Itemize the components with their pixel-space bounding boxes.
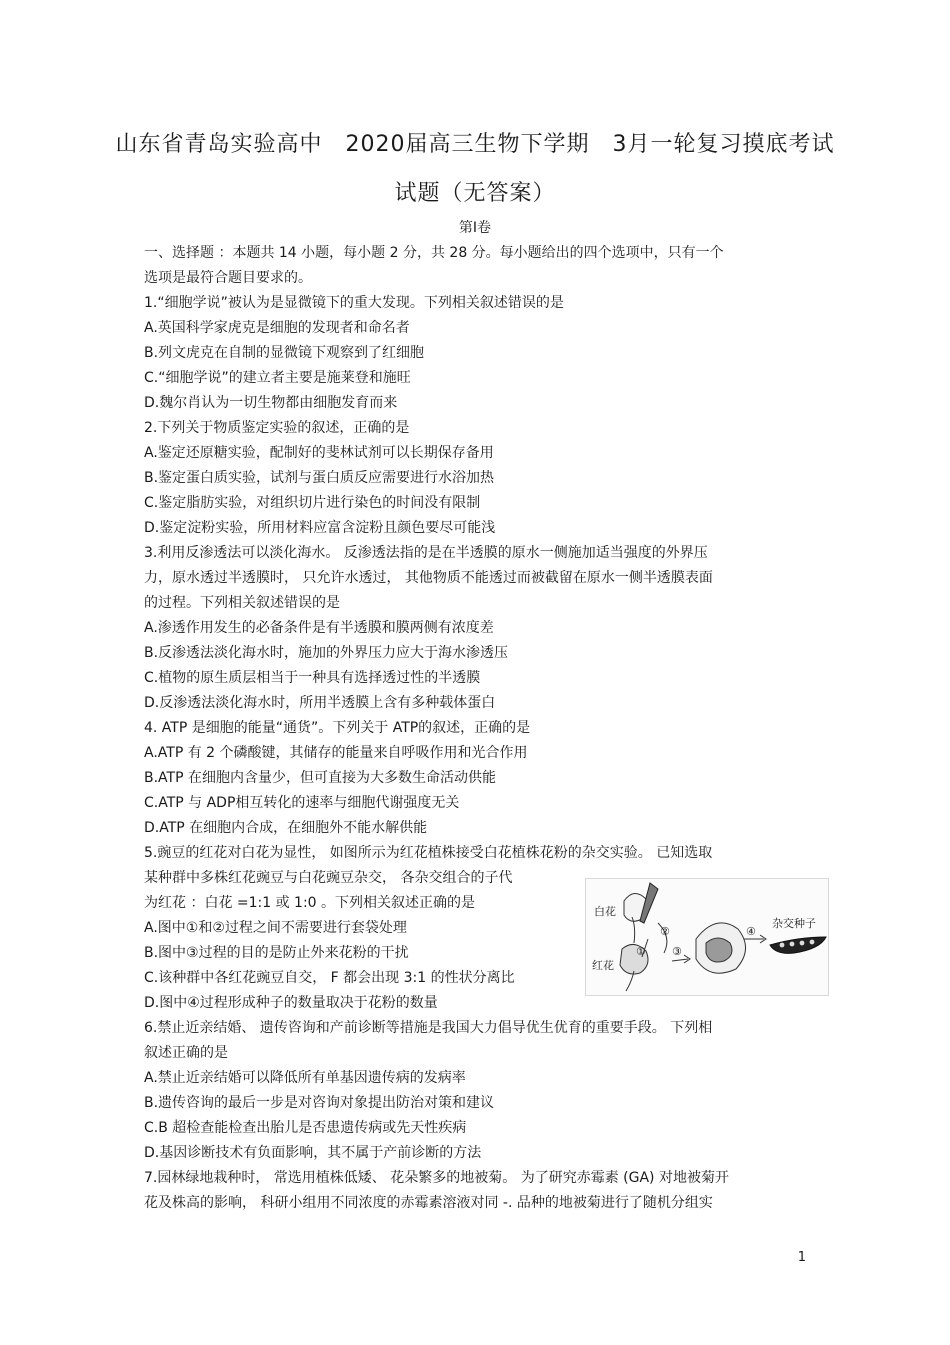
section-label: 第Ⅰ卷 bbox=[458, 220, 492, 236]
page-number: 1 bbox=[797, 1250, 806, 1265]
text-line: 2.下列关于物质鉴定实验的叙述，正确的是 bbox=[144, 420, 410, 436]
text-line: D.图中④过程形成种子的数量取决于花粉的数量 bbox=[144, 995, 438, 1011]
text-line: 7.园林绿地栽种时， 常选用植株低矮、 花朵繁多的地被菊。 为了研究赤霉素 (GA) 对地被菊开 bbox=[144, 1170, 729, 1186]
step-4-label: ④ bbox=[746, 925, 756, 938]
white-flower-icon bbox=[624, 883, 658, 943]
text-line: B.图中③过程的目的是防止外来花粉的干扰 bbox=[144, 945, 409, 961]
text-line: 的过程。下列相关叙述错误的是 bbox=[144, 595, 340, 611]
text-line: 为红花 ：白花 =1:1 或 1:0 。下列相关叙述正确的是 bbox=[144, 895, 476, 911]
document-title-line-2: 试题（无答案） bbox=[394, 181, 556, 206]
text-line: 某种群中多株红花豌豆与白花豌豆杂交， 各杂交组合的子代 bbox=[144, 870, 513, 886]
step-2-label: ② bbox=[660, 925, 670, 938]
text-line: B.ATP 在细胞内含量少，但可直接为大多数生命活动供能 bbox=[144, 770, 496, 786]
text-line: 花及株高的影响， 科研小组用不同浓度的赤霉素溶液对同 -. 品种的地被菊进行了随机分组实 bbox=[144, 1195, 713, 1211]
step-1-label: ① bbox=[636, 945, 646, 958]
red-flower-label: 红花 bbox=[592, 959, 614, 972]
text-line: 4. ATP 是细胞的能量“通货”。下列关于 ATP的叙述，正确的是 bbox=[144, 720, 531, 736]
text-line: A.图中①和②过程之间不需要进行套袋处理 bbox=[144, 920, 407, 936]
text-line: 叙述正确的是 bbox=[144, 1045, 228, 1061]
text-line: 选项是最符合题目要求的。 bbox=[144, 270, 312, 286]
text-line: A.禁止近亲结婚可以降低所有单基因遗传病的发病率 bbox=[144, 1070, 466, 1086]
text-line: 5.豌豆的红花对白花为显性， 如图所示为红花植株接受白花植株花粉的杂交实验。 已知选取 bbox=[144, 845, 713, 861]
pollinated-flower-icon bbox=[696, 923, 746, 973]
text-line: D.基因诊断技术有负面影响，其不属于产前诊断的方法 bbox=[144, 1145, 482, 1161]
text-line: D.魏尔肖认为一切生物都由细胞发育而来 bbox=[144, 395, 398, 411]
text-line: 1.“细胞学说”被认为是显微镜下的重大发现。下列相关叙述错误的是 bbox=[144, 295, 564, 311]
text-line: A.ATP 有 2 个磷酸键，其储存的能量来自呼吸作用和光合作用 bbox=[144, 745, 528, 761]
document-body bbox=[144, 241, 814, 1216]
step-3-label: ③ bbox=[672, 945, 682, 958]
text-line: C.B 超检查能检查出胎儿是否患遗传病或先天性疾病 bbox=[144, 1120, 467, 1136]
text-line: D.ATP 在细胞内合成，在细胞外不能水解供能 bbox=[144, 820, 428, 836]
text-line: 力，原水透过半透膜时， 只允许水透过， 其他物质不能透过而被截留在原水一侧半透膜表面 bbox=[144, 570, 713, 586]
white-flower-label: 白花 bbox=[594, 905, 616, 918]
text-line: A.鉴定还原糖实验，配制好的斐林试剂可以长期保存备用 bbox=[144, 445, 494, 461]
hybrid-seed-label: 杂交种子 bbox=[772, 917, 816, 930]
text-line: C.ATP 与 ADP相互转化的速率与细胞代谢强度无关 bbox=[144, 795, 460, 811]
text-line: A.英国科学家虎克是细胞的发现者和命名者 bbox=[144, 320, 410, 336]
text-line: C.该种群中各红花豌豆自交， F 都会出现 3:1 的性状分离比 bbox=[144, 970, 515, 986]
text-line: B.反渗透法淡化海水时，施加的外界压力应大于海水渗透压 bbox=[144, 645, 509, 661]
document-title-line-1: 山东省青岛实验高中 2020届高三生物下学期 3月一轮复习摸底考试 bbox=[115, 132, 835, 157]
text-line: C.“细胞学说”的建立者主要是施莱登和施旺 bbox=[144, 370, 411, 386]
text-line: 一、选择题 ：本题共 14 小题，每小题 2 分，共 28 分。每小题给出的四个选项中，只有一个 bbox=[144, 245, 724, 261]
text-line: C.鉴定脂肪实验，对组织切片进行染色的时间没有限制 bbox=[144, 495, 481, 511]
text-line: B.鉴定蛋白质实验，试剂与蛋白质反应需要进行水浴加热 bbox=[144, 470, 495, 486]
text-line: B.列文虎克在自制的显微镜下观察到了红细胞 bbox=[144, 345, 425, 361]
text-line: B.遗传咨询的最后一步是对咨询对象提出防治对策和建议 bbox=[144, 1095, 495, 1111]
hybrid-seed-pod-icon bbox=[770, 937, 826, 953]
pea-cross-figure bbox=[585, 878, 829, 996]
text-line: C.植物的原生质层相当于一种具有选择透过性的半透膜 bbox=[144, 670, 481, 686]
pea-cross-illustration bbox=[586, 879, 828, 995]
text-line: A.渗透作用发生的必备条件是有半透膜和膜两侧有浓度差 bbox=[144, 620, 494, 636]
text-line: 6.禁止近亲结婚、 遗传咨询和产前诊断等措施是我国大力倡导优生优育的重要手段。 下列相 bbox=[144, 1020, 713, 1036]
text-line: D.反渗透法淡化海水时，所用半透膜上含有多种载体蛋白 bbox=[144, 695, 496, 711]
text-line: D.鉴定淀粉实验，所用材料应富含淀粉且颜色要尽可能浅 bbox=[144, 520, 496, 536]
text-line: 3.利用反渗透法可以淡化海水。 反渗透法指的是在半透膜的原水一侧施加适当强度的外界压 bbox=[144, 545, 708, 561]
